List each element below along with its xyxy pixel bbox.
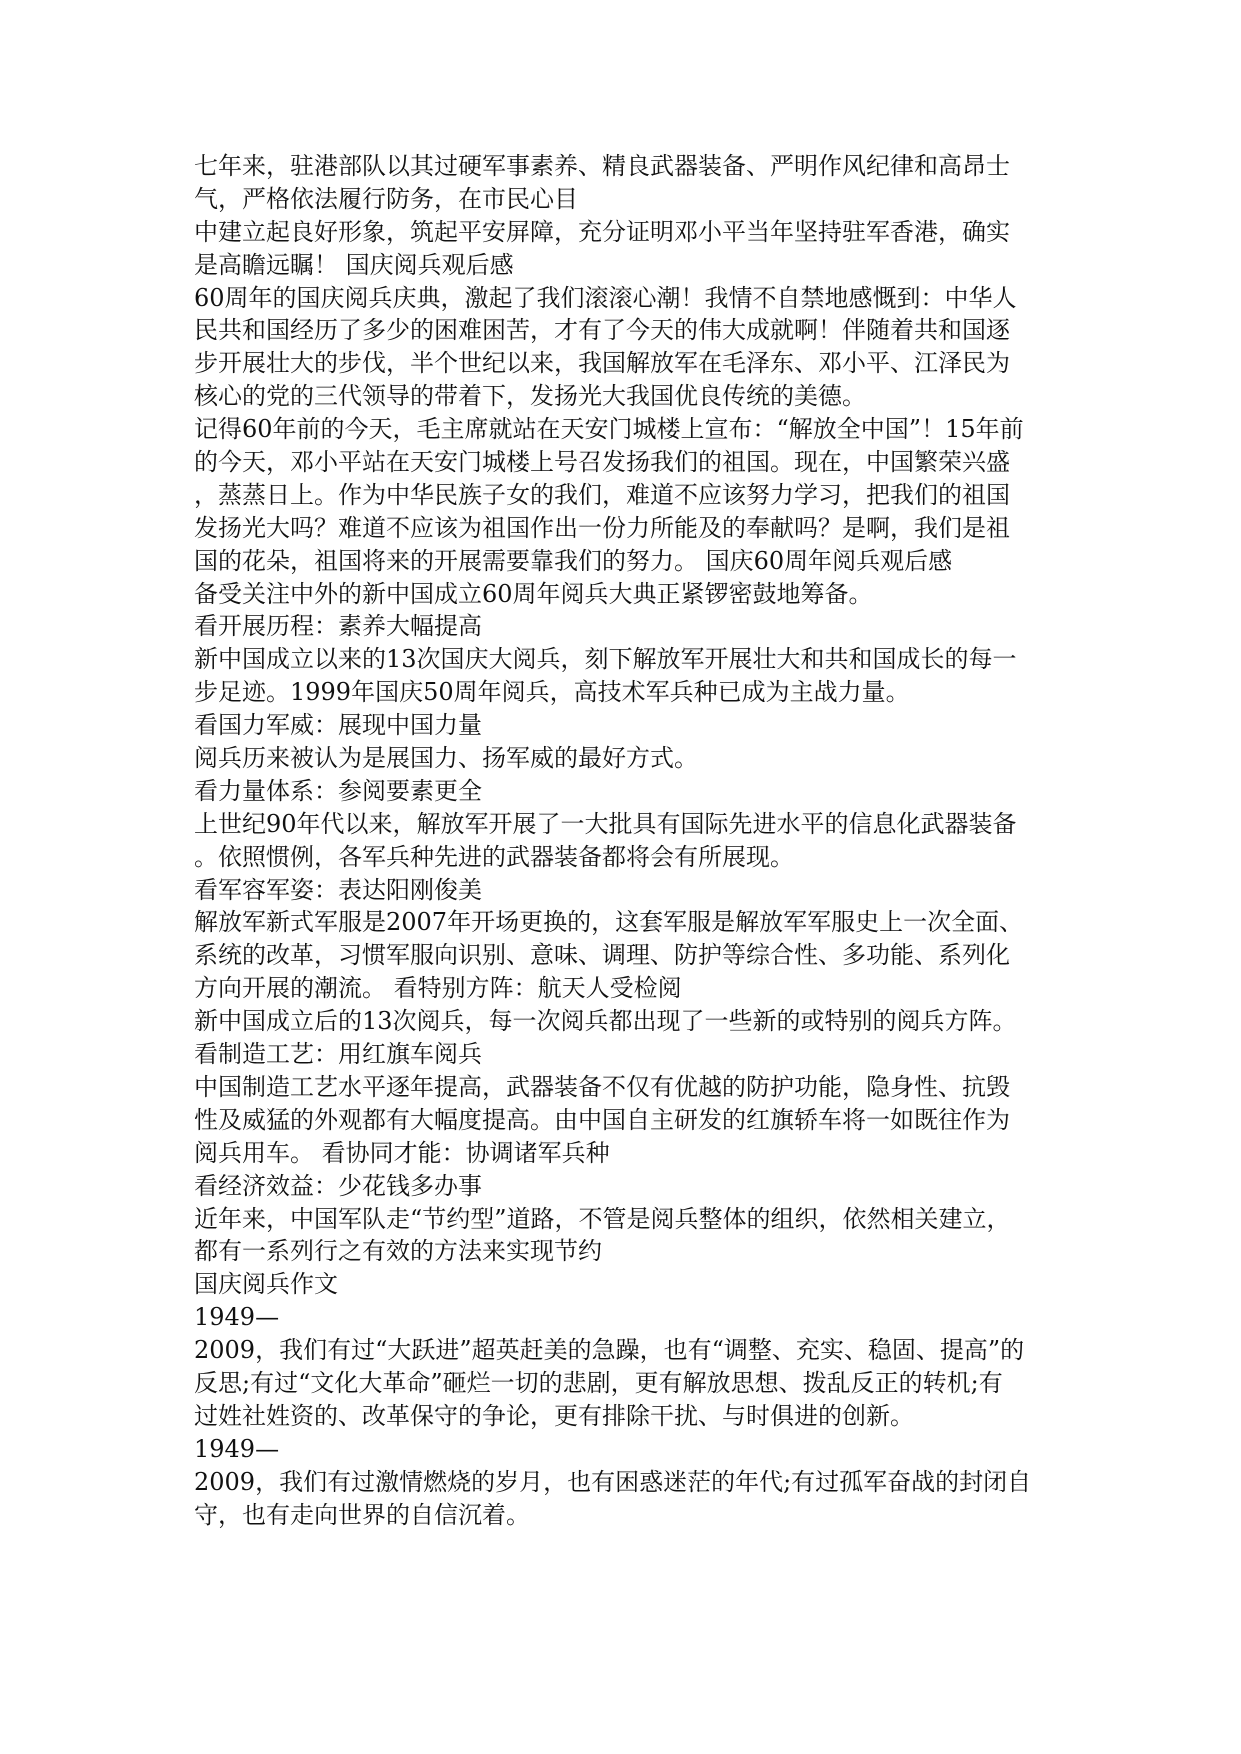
text-line: 近年来，中国军队走“节约型”道路，不管是阅兵整体的组织，依然相关建立， <box>194 1204 1011 1233</box>
text-line: 新中国成立以来的13次国庆大阅兵，刻下解放军开展壮大和共和国成长的每一 <box>194 645 1017 674</box>
text-line: 上世纪90年代以来，解放军开展了一大批具有国际先进水平的信息化武器装备 <box>194 809 1017 838</box>
text-line: ，蒸蒸日上。作为中华民族子女的我们，难道不应该努力学习，把我们的祖国 <box>194 480 1010 509</box>
text-line: 阅兵历来被认为是展国力、扬军威的最好方式。 <box>194 744 698 773</box>
text-line: 。依照惯例，各军兵种先进的武器装备都将会有所展现。 <box>194 842 794 871</box>
text-line: 系统的改革，习惯军服向识别、意味、调理、防护等综合性、多功能、系列化 <box>194 941 1010 970</box>
text-line: 备受关注中外的新中国成立60周年阅兵大典正紧锣密鼓地筹备。 <box>194 579 873 608</box>
text-line: 步开展壮大的步伐，半个世纪以来，我国解放军在毛泽东、邓小平、江泽民为 <box>194 349 1010 378</box>
text-line: 都有一系列行之有效的方法来实现节约 <box>194 1237 602 1266</box>
text-line: 核心的党的三代领导的带着下，发扬光大我国优良传统的美德。 <box>194 382 866 411</box>
text-line: 新中国成立后的13次阅兵，每一次阅兵都出现了一些新的或特别的阅兵方阵。 <box>194 1007 1017 1036</box>
text-line: 中国制造工艺水平逐年提高，武器装备不仅有优越的防护功能，隐身性、抗毁 <box>194 1072 1010 1101</box>
text-line: 的今天，邓小平站在天安门城楼上号召发扬我们的祖国。现在，中国繁荣兴盛 <box>194 448 1010 477</box>
text-line: 国的花朵，祖国将来的开展需要靠我们的努力。 国庆60周年阅兵观后感 <box>194 546 953 575</box>
section-heading: 看军容军姿：表达阳刚俊美 <box>194 875 482 904</box>
text-line: 方向开展的潮流。 看特别方阵：航天人受检阅 <box>194 974 682 1003</box>
text-line: 步足迹。1999年国庆50周年阅兵，高技术军兵种已成为主战力量。 <box>194 678 910 707</box>
text-line: 反思;有过“文化大革命”砸烂一切的悲剧，更有解放思想、拨乱反正的转机;有 <box>194 1368 1003 1397</box>
text-line: 记得60年前的今天，毛主席就站在天安门城楼上宣布：“解放全中国”！15年前 <box>194 415 1024 444</box>
section-heading: 看经济效益：少花钱多办事 <box>194 1171 482 1200</box>
section-heading: 看开展历程：素养大幅提高 <box>194 612 482 641</box>
text-line: 发扬光大吗？难道不应该为祖国作出一份力所能及的奉献吗？是啊，我们是祖 <box>194 513 1010 542</box>
text-line: 守，也有走向世界的自信沉着。 <box>194 1500 530 1529</box>
section-heading: 看国力军威：展现中国力量 <box>194 711 482 740</box>
essay-title: 国庆阅兵作文 <box>194 1270 338 1299</box>
section-heading: 看力量体系：参阅要素更全 <box>194 776 482 805</box>
text-line: 1949— <box>194 1434 280 1463</box>
text-line: 气，严格依法履行防务，在市民心目 <box>194 184 578 213</box>
text-line: 1949— <box>194 1303 280 1332</box>
text-line: 是高瞻远瞩！ 国庆阅兵观后感 <box>194 250 514 279</box>
text-line: 性及威猛的外观都有大幅度提高。由中国自主研发的红旗轿车将一如既往作为 <box>194 1105 1010 1134</box>
text-line: 2009，我们有过激情燃烧的岁月，也有困惑迷茫的年代;有过孤军奋战的封闭自 <box>194 1467 1032 1496</box>
document-body <box>194 150 1054 1531</box>
text-line: 过姓社姓资的、改革保守的争论，更有排除干扰、与时俱进的创新。 <box>194 1401 914 1430</box>
text-line: 民共和国经历了多少的困难困苦，才有了今天的伟大成就啊！伴随着共和国逐 <box>194 316 1010 345</box>
text-line: 解放军新式军服是2007年开场更换的，这套军服是解放军军服史上一次全面、 <box>194 908 1024 937</box>
text-line: 2009，我们有过“大跃进”超英赶美的急躁，也有“调整、充实、稳固、提高”的 <box>194 1336 1025 1365</box>
section-heading: 看制造工艺：用红旗车阅兵 <box>194 1040 482 1069</box>
text-line: 60周年的国庆阅兵庆典，激起了我们滚滚心潮！我情不自禁地感慨到：中华人 <box>194 283 1017 312</box>
text-line: 七年来，驻港部队以其过硬军事素养、精良武器装备、严明作风纪律和高昂士 <box>194 152 1010 180</box>
text-line: 中建立起良好形象，筑起平安屏障，充分证明邓小平当年坚持驻军香港，确实 <box>194 217 1010 246</box>
text-line: 阅兵用车。 看协同才能：协调诸军兵种 <box>194 1138 610 1167</box>
